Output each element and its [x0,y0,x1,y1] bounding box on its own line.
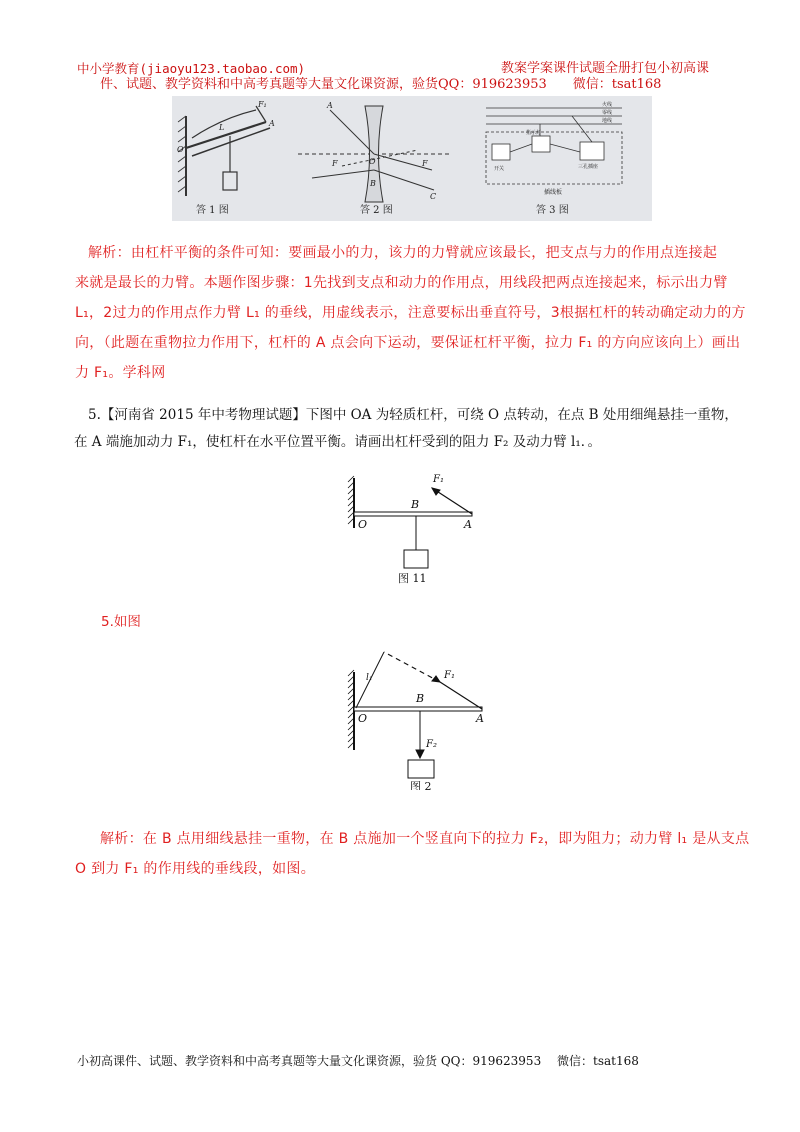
svg-text:地线: 地线 [602,118,613,124]
answer-figures-strip [172,96,652,221]
label-f1: F₁ [444,670,455,681]
figure-3-caption: 答 3 图 [536,205,569,216]
svg-text:O: O [369,157,376,166]
figure-11-caption: 图 11 [398,572,427,585]
svg-text:零线: 零线 [602,110,613,116]
analysis-2-line: O 到力 F₁ 的作用线的垂线段，如图。 [75,861,316,877]
svg-text:三孔插座: 三孔插座 [578,164,599,170]
figure-2-caption: 图 2 [410,780,432,790]
figure-1-caption: 答 1 图 [196,205,229,216]
header-ad-line2: 件、试题、教学资料和中高考真题等大量文化课资源，验货QQ：919623953 微信：tsat168 [100,77,662,92]
analysis-1-line: 向，（此题在重物拉力作用下，杠杆的 A 点会向下运动，要保证杠杆平衡，拉力 F₁ 的方向应该向上）画出 [75,335,741,351]
footer-ad: 小初高课件、试题、教学资料和中高考真题等大量文化课资源，验货 QQ：919623953 微信：tsat168 [77,1054,639,1068]
question-5-line1: 5.【河南省 2015 年中考物理试题】下图中 OA 为轻质杠杆，可绕 O 点转动，在点 B 处用细绳悬挂一重物， [88,407,738,423]
analysis-1-line: L₁，2过力的作用点作力臂 L₁ 的垂线，用虚线表示，注意要标出垂直符号，3根据杠杆的转动确定动力的方 [75,305,746,321]
analysis-1 [75,238,748,388]
svg-text:指示灯: 指示灯 [526,130,542,136]
label-l1: l₁ [366,673,373,683]
question-5-line2: 在 A 端施加动力 F₁，使杠杆在水平位置平衡。请画出杠杆受到的阻力 F₂ 及动力臂 l₁．。 [74,434,602,450]
header-site-name: 中小学教育(jiaoyu123.taobao.com) [77,61,306,76]
svg-text:F: F [422,159,428,168]
label-f1-fig1: F₁ [258,100,267,109]
analysis-2-line: 解析：在 B 点用细线悬挂一重物，在 B 点施加一个竖直向下的拉力 F₂，即为阻力；动力臂 l₁ 是从支点 [100,831,750,847]
label-f1: F₁ [433,474,444,485]
header-ad-right: 教案学案课件试题全册打包小初高课 [501,61,710,76]
analysis-2 [75,824,750,884]
analysis-1-line: 来就是最长的力臂。本题作图步骤：1先找到支点和动力的作用点，用线段把两点连接起来，标示出力臂 [75,275,728,291]
question-5 [74,402,748,456]
svg-text:火线: 火线 [602,102,613,108]
label-b: B [411,498,420,511]
label-f2: F₂ [426,739,437,750]
svg-text:F: F [332,159,338,168]
label-a: A [476,712,484,725]
figure-2-caption: 答 2 图 [360,205,393,216]
label-o-fig1: O [177,145,184,154]
label-l-fig1: L [219,123,225,132]
analysis-1-line: 解析：由杠杆平衡的条件可知：要画最小的力，该力的力臂就应该最长，把支点与力的作用点连接起 [88,245,718,261]
label-b: B [416,692,425,705]
label-o: O [358,518,368,531]
svg-text:B: B [370,179,376,188]
figure-11 [340,466,490,588]
svg-text:开关: 开关 [494,166,505,172]
label-o: O [358,712,368,725]
analysis-1-line: 力 F₁。学科网 [75,365,166,381]
label-a: A [464,518,472,531]
svg-text:C: C [430,192,437,201]
svg-text:A: A [327,101,333,110]
label-a-fig1: A [269,119,275,128]
figure-2-answer [340,640,500,790]
answer-5-title: 5.如图 [101,614,141,630]
svg-text:插线板: 插线板 [544,189,563,196]
